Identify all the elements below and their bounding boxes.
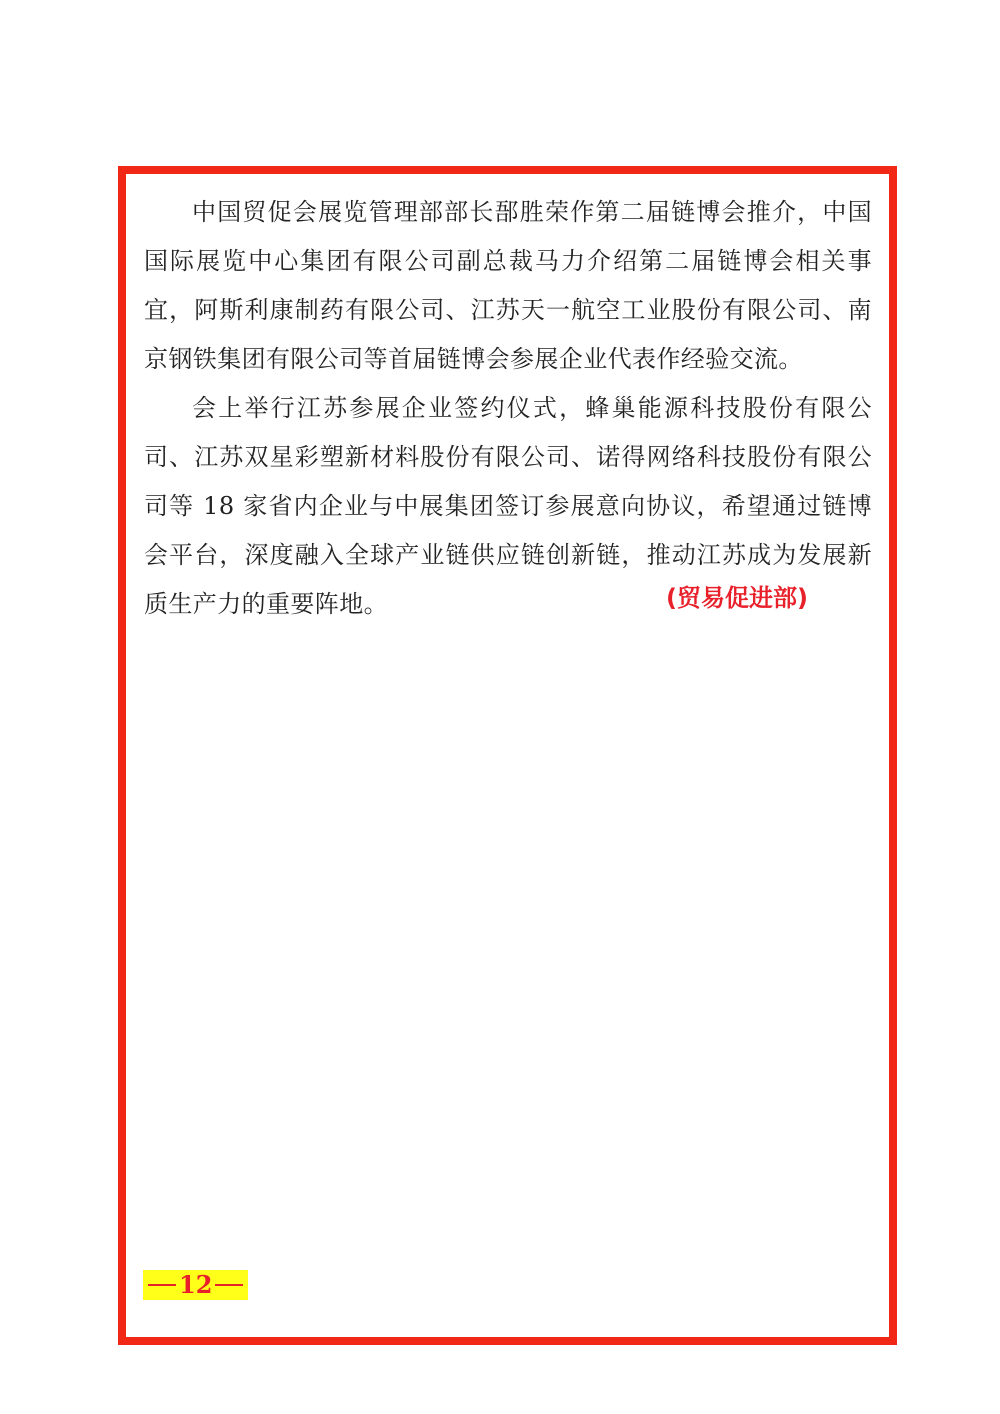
page-number xyxy=(143,1270,248,1300)
page-number-left-dash xyxy=(148,1284,176,1286)
page-frame xyxy=(118,166,897,1345)
article-body xyxy=(144,188,872,629)
paragraph-2: 会上举行江苏参展企业签约仪式，蜂巢能源科技股份有限公司、江苏双星彩塑新材料股份有限公司、诺得网络科技股份有限公司等 18 家省内企业与中展集团签订参展意向协议，希望通过链博会平台，深度融入全球产业链供应链创新链，推动江苏成为发展新质生产力的重要阵地。 xyxy=(144,394,872,618)
department-signature: (贸易促进部) xyxy=(666,584,808,612)
page-number-value: 12 xyxy=(179,1270,213,1299)
paragraph-1: 中国贸促会展览管理部部长郚胜荣作第二届链博会推介，中国国际展览中心集团有限公司副总裁马力介绍第二届链博会相关事宜，阿斯利康制药有限公司、江苏天一航空工业股份有限公司、南京钢铁集团有限公司等首届链博会参展企业代表作经验交流。 xyxy=(144,198,872,373)
page-number-right-dash xyxy=(215,1284,243,1286)
